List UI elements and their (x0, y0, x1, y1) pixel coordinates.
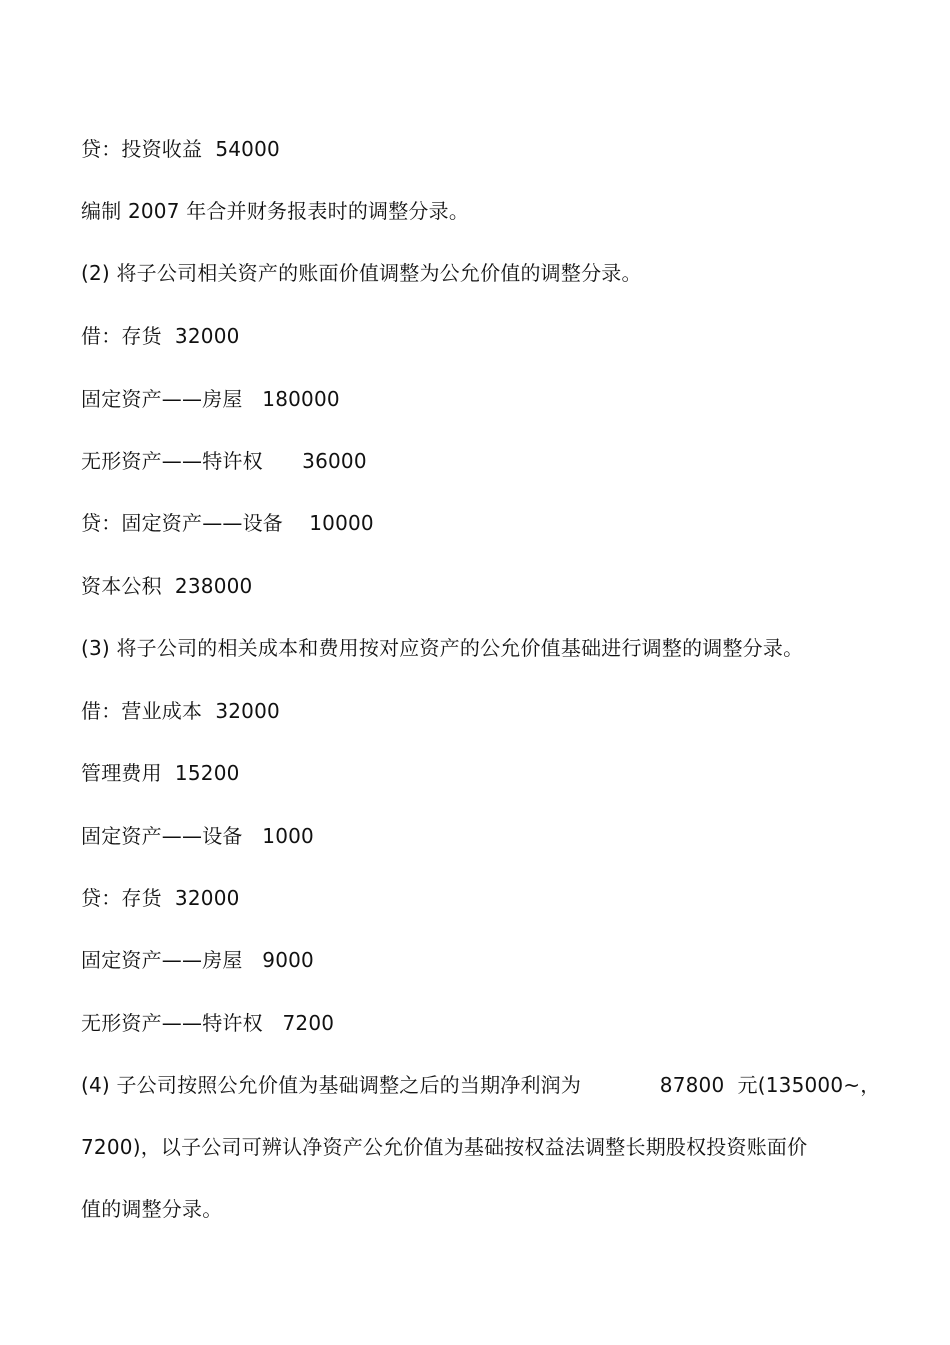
text-line: 无形资产——特许权 36000 (81, 449, 367, 473)
text-line: 值的调整分录。 (81, 1197, 223, 1221)
text-line: 无形资产——特许权 7200 (81, 1011, 335, 1035)
text-line: (3) 将子公司的相关成本和费用按对应资产的公允价值基础进行调整的调整分录。 (81, 636, 804, 660)
text-line: 固定资产——设备 1000 (81, 824, 314, 848)
text-line: 管理费用 15200 (81, 761, 240, 785)
text-line: 资本公积 238000 (81, 574, 253, 598)
text-line: 固定资产——房屋 180000 (81, 387, 340, 411)
text-line: 编制 2007 年合并财务报表时的调整分录。 (81, 199, 470, 223)
text-line: (4) 子公司按照公允价值为基础调整之后的当期净利润为 87800 元(135000~， (81, 1073, 881, 1097)
text-line: (2) 将子公司相关资产的账面价值调整为公允价值的调整分录。 (81, 261, 642, 285)
text-line: 固定资产——房屋 9000 (81, 948, 314, 972)
text-line: 贷：投资收益 54000 (81, 137, 280, 161)
text-line: 贷：存货 32000 (81, 886, 240, 910)
text-line: 7200)，以子公司可辨认净资产公允价值为基础按权益法调整长期股权投资账面价 (81, 1135, 808, 1159)
text-line: 借：营业成本 32000 (81, 699, 280, 723)
text-line: 借：存货 32000 (81, 324, 240, 348)
text-line: 贷：固定资产——设备 10000 (81, 511, 374, 535)
